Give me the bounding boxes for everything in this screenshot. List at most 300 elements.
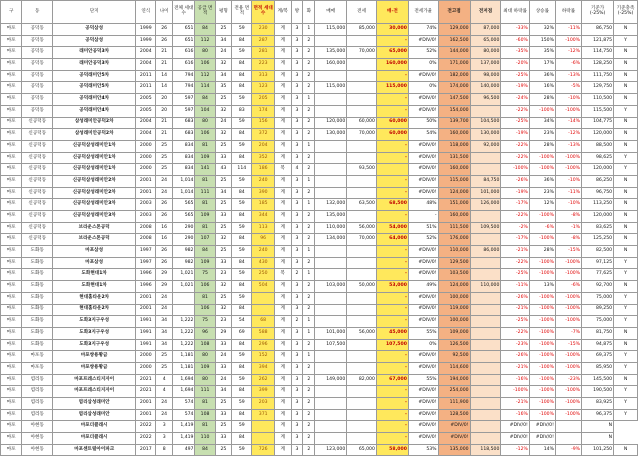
cell-gu[interactable]: 마포: [1, 433, 22, 445]
cell-structure[interactable]: 계: [274, 175, 291, 187]
cell-households[interactable]: 683: [172, 129, 195, 141]
cell-high[interactable]: 100,000: [438, 292, 470, 304]
cell-gap[interactable]: [376, 164, 408, 176]
cell-max-drop[interactable]: -22%: [501, 327, 529, 339]
cell-drop[interactable]: -12%: [555, 129, 581, 141]
cell-gu[interactable]: 마포: [1, 117, 22, 129]
cell-year[interactable]: 2001: [136, 304, 156, 316]
cell-gap[interactable]: -: [376, 304, 408, 316]
cell-dong[interactable]: 공덕동: [22, 24, 53, 36]
cell-dong[interactable]: 아현동: [22, 421, 53, 433]
cell-area-households[interactable]: 240: [252, 246, 275, 258]
cell-supply[interactable]: 81: [195, 140, 215, 152]
cell-structure[interactable]: 계: [274, 433, 291, 445]
cell-high[interactable]: 128,500: [438, 409, 470, 421]
cell-area-households[interactable]: 262: [252, 374, 275, 386]
cell-gap[interactable]: -: [376, 386, 408, 398]
cell-jeonse-ratio[interactable]: #DIV/0!: [408, 316, 438, 328]
cell-dong[interactable]: 도화동: [22, 316, 53, 328]
cell-gap[interactable]: -: [376, 316, 408, 328]
cell-sale[interactable]: [315, 316, 347, 328]
cell-dong[interactable]: 염리동: [22, 398, 53, 410]
cell-high[interactable]: 126,500: [438, 339, 470, 351]
cell-danji[interactable]: 신공덕삼성래미안1차: [53, 152, 136, 164]
cell-base[interactable]: 190,500: [582, 386, 614, 398]
col-header-dong[interactable]: 동: [22, 1, 53, 24]
cell-baths[interactable]: 1: [303, 327, 315, 339]
cell-structure[interactable]: 계: [274, 257, 291, 269]
cell-jeonse[interactable]: 63,500: [347, 199, 377, 211]
cell-drop[interactable]: -100%: [555, 152, 581, 164]
cell-base[interactable]: 98,625: [582, 152, 614, 164]
cell-gap[interactable]: 65,000: [376, 47, 408, 59]
cell-jeonse[interactable]: [347, 175, 377, 187]
cell-year[interactable]: 1999: [136, 24, 156, 36]
cell-area-households[interactable]: 394: [252, 362, 275, 374]
cell-gap[interactable]: -: [376, 140, 408, 152]
cell-supply[interactable]: 84: [195, 94, 215, 106]
cell-max-drop[interactable]: -17%: [501, 199, 529, 211]
cell-high[interactable]: 129,000: [438, 24, 470, 36]
cell-households[interactable]: 1,419: [172, 433, 195, 445]
cell-jeonse[interactable]: [347, 433, 377, 445]
cell-baths[interactable]: 2: [303, 304, 315, 316]
cell-low[interactable]: 140,000: [470, 82, 501, 94]
cell-pyeong[interactable]: 23: [215, 269, 232, 281]
cell-jeonse-ratio[interactable]: #DIV/0!: [408, 105, 438, 117]
cell-rooms[interactable]: 3: [291, 374, 303, 386]
cell-high[interactable]: 109,000: [438, 327, 470, 339]
cell-gap[interactable]: -: [376, 152, 408, 164]
cell-households[interactable]: 1,021: [172, 269, 195, 281]
cell-supply[interactable]: 104: [195, 105, 215, 117]
cell-households[interactable]: 1,419: [172, 421, 195, 433]
cell-dong[interactable]: 도화동: [22, 327, 53, 339]
cell-age[interactable]: 25: [156, 362, 173, 374]
cell-base[interactable]: 88,500: [582, 140, 614, 152]
cell-max-drop[interactable]: -25%: [501, 316, 529, 328]
cell-drop[interactable]: -8%: [555, 234, 581, 246]
cell-households[interactable]: 565: [172, 199, 195, 211]
cell-baths[interactable]: 2: [303, 211, 315, 223]
cell-base-met[interactable]: N: [614, 281, 638, 293]
cell-max-drop[interactable]: -19%: [501, 187, 529, 199]
cell-dong[interactable]: 신공덕동: [22, 187, 53, 199]
cell-baths[interactable]: 1: [303, 24, 315, 36]
cell-max-drop[interactable]: -21%: [501, 246, 529, 258]
cell-year[interactable]: 2004: [136, 129, 156, 141]
cell-structure[interactable]: 계: [274, 304, 291, 316]
cell-exclusive[interactable]: 84: [232, 433, 252, 445]
cell-base-met[interactable]: N: [614, 339, 638, 351]
cell-supply[interactable]: 84: [195, 24, 215, 36]
cell-gu[interactable]: 마포: [1, 70, 22, 82]
cell-danji[interactable]: 공덕래미안4차: [53, 94, 136, 106]
cell-year[interactable]: 1991: [136, 327, 156, 339]
cell-rooms[interactable]: 3: [291, 94, 303, 106]
cell-supply[interactable]: 109: [195, 257, 215, 269]
cell-gap[interactable]: 68,500: [376, 199, 408, 211]
cell-age[interactable]: 4: [156, 374, 173, 386]
cell-households[interactable]: 1,014: [172, 175, 195, 187]
cell-drop[interactable]: -5%: [555, 82, 581, 94]
cell-year[interactable]: 2000: [136, 351, 156, 363]
cell-rooms[interactable]: 3: [291, 433, 303, 445]
cell-sale[interactable]: [315, 70, 347, 82]
cell-rise[interactable]: -100%: [529, 316, 555, 328]
cell-exclusive[interactable]: 84: [232, 234, 252, 246]
cell-rise[interactable]: 23%: [529, 187, 555, 199]
cell-danji[interactable]: 현대홈타운2차: [53, 292, 136, 304]
cell-structure[interactable]: 계: [274, 316, 291, 328]
cell-structure[interactable]: 계: [274, 187, 291, 199]
cell-base-met[interactable]: N: [614, 187, 638, 199]
cell-sale[interactable]: [315, 94, 347, 106]
cell-age[interactable]: 4: [156, 386, 173, 398]
cell-jeonse[interactable]: 85,000: [347, 24, 377, 36]
cell-base[interactable]: 89,250: [582, 304, 614, 316]
cell-rise[interactable]: -100%: [529, 386, 555, 398]
cell-exclusive[interactable]: 84: [232, 257, 252, 269]
cell-year[interactable]: 2011: [136, 70, 156, 82]
cell-gu[interactable]: 마포: [1, 316, 22, 328]
cell-rooms[interactable]: 3: [291, 281, 303, 293]
cell-gu[interactable]: 마포: [1, 386, 22, 398]
cell-rooms[interactable]: 3: [291, 409, 303, 421]
cell-rise[interactable]: 12%: [529, 199, 555, 211]
cell-sale[interactable]: 149,000: [315, 374, 347, 386]
cell-base-met[interactable]: Y: [614, 292, 638, 304]
cell-base[interactable]: 145,500: [582, 374, 614, 386]
cell-rise[interactable]: -100%: [529, 327, 555, 339]
cell-pyeong[interactable]: 29: [215, 327, 232, 339]
cell-rise[interactable]: -100%: [529, 269, 555, 281]
cell-pyeong[interactable]: 25: [215, 175, 232, 187]
cell-area-households[interactable]: 113: [252, 222, 275, 234]
cell-supply[interactable]: 84: [195, 246, 215, 258]
cell-supply[interactable]: 80: [195, 374, 215, 386]
cell-structure[interactable]: 계: [274, 281, 291, 293]
cell-households[interactable]: 597: [172, 94, 195, 106]
col-header-exclusive[interactable]: 전용 면적: [232, 1, 252, 24]
cell-rise[interactable]: -100%: [529, 152, 555, 164]
cell-base-met[interactable]: Y: [614, 105, 638, 117]
cell-high[interactable]: 176,000: [438, 234, 470, 246]
cell-jeonse-ratio[interactable]: -: [408, 211, 438, 223]
cell-exclusive[interactable]: 59: [232, 47, 252, 59]
cell-high[interactable]: 124,000: [438, 187, 470, 199]
cell-high[interactable]: 171,000: [438, 59, 470, 71]
cell-base[interactable]: 85,950: [582, 362, 614, 374]
cell-households[interactable]: 834: [172, 152, 195, 164]
cell-baths[interactable]: 1: [303, 199, 315, 211]
cell-base[interactable]: 97,125: [582, 257, 614, 269]
cell-rooms[interactable]: 3: [291, 351, 303, 363]
cell-households[interactable]: 794: [172, 70, 195, 82]
cell-baths[interactable]: 2: [303, 164, 315, 176]
cell-rise[interactable]: -100%: [529, 374, 555, 386]
cell-supply[interactable]: 109: [195, 362, 215, 374]
cell-base-met[interactable]: Y: [614, 164, 638, 176]
cell-high[interactable]: 160,000: [438, 129, 470, 141]
cell-gap[interactable]: 160,000: [376, 59, 408, 71]
cell-households[interactable]: 616: [172, 59, 195, 71]
cell-structure[interactable]: 계: [274, 70, 291, 82]
cell-sale[interactable]: 135,000: [315, 47, 347, 59]
cell-max-drop[interactable]: -22%: [501, 257, 529, 269]
cell-households[interactable]: 597: [172, 105, 195, 117]
cell-baths[interactable]: 1: [303, 246, 315, 258]
cell-age[interactable]: 21: [156, 47, 173, 59]
cell-age[interactable]: 25: [156, 164, 173, 176]
cell-dong[interactable]: 신공덕동: [22, 199, 53, 211]
cell-rise[interactable]: 14%: [529, 444, 555, 456]
cell-gap[interactable]: -: [376, 409, 408, 421]
cell-rise[interactable]: #DIV/0!: [529, 421, 555, 433]
cell-rooms[interactable]: 3: [291, 398, 303, 410]
cell-dong[interactable]: 신공덕동: [22, 234, 53, 246]
cell-max-drop[interactable]: -22%: [501, 105, 529, 117]
cell-jeonse[interactable]: 82,000: [347, 374, 377, 386]
cell-jeonse[interactable]: [347, 292, 377, 304]
cell-rooms[interactable]: 3: [291, 47, 303, 59]
cell-base[interactable]: 120,000: [582, 129, 614, 141]
cell-rooms[interactable]: 3: [291, 362, 303, 374]
cell-rooms[interactable]: 3: [291, 246, 303, 258]
cell-baths[interactable]: 2: [303, 187, 315, 199]
cell-base-met[interactable]: N: [614, 94, 638, 106]
cell-dong[interactable]: 아현동: [22, 444, 53, 456]
cell-age[interactable]: 26: [156, 199, 173, 211]
cell-baths[interactable]: 2: [303, 386, 315, 398]
cell-base[interactable]: 86,250: [582, 175, 614, 187]
cell-drop[interactable]: -6%: [555, 59, 581, 71]
cell-high[interactable]: 162,500: [438, 35, 470, 47]
cell-year[interactable]: 1997: [136, 257, 156, 269]
cell-high[interactable]: 111,900: [438, 398, 470, 410]
cell-supply[interactable]: 81: [195, 222, 215, 234]
cell-supply[interactable]: 96: [195, 327, 215, 339]
cell-year[interactable]: 2001: [136, 175, 156, 187]
cell-drop[interactable]: -100%: [555, 351, 581, 363]
cell-gap[interactable]: 54,000: [376, 222, 408, 234]
cell-supply[interactable]: 111: [195, 386, 215, 398]
cell-rooms[interactable]: 2: [291, 316, 303, 328]
cell-drop[interactable]: -23%: [555, 374, 581, 386]
cell-structure[interactable]: 계: [274, 129, 291, 141]
cell-danji[interactable]: 마포삼성: [53, 257, 136, 269]
cell-exclusive[interactable]: 84: [232, 59, 252, 71]
cell-base-met[interactable]: Y: [614, 398, 638, 410]
cell-danji[interactable]: 마포더클래시: [53, 433, 136, 445]
cell-base-met[interactable]: N: [614, 374, 638, 386]
cell-exclusive[interactable]: 69: [232, 327, 252, 339]
cell-sale[interactable]: [315, 140, 347, 152]
cell-jeonse-ratio[interactable]: 54%: [408, 129, 438, 141]
cell-rooms[interactable]: 3: [291, 339, 303, 351]
cell-danji[interactable]: 도화3지구우성: [53, 339, 136, 351]
cell-exclusive[interactable]: 83: [232, 105, 252, 117]
cell-year[interactable]: 2004: [136, 117, 156, 129]
cell-jeonse-ratio[interactable]: #DIV/0!: [408, 140, 438, 152]
col-header-supply[interactable]: 공급 면적: [195, 1, 215, 24]
cell-jeonse[interactable]: [347, 339, 377, 351]
cell-base[interactable]: N: [582, 433, 614, 445]
cell-jeonse[interactable]: [347, 94, 377, 106]
cell-supply[interactable]: 80: [195, 47, 215, 59]
cell-age[interactable]: 20: [156, 94, 173, 106]
cell-pyeong[interactable]: 34: [215, 70, 232, 82]
cell-danji[interactable]: 마포쌍용황금: [53, 362, 136, 374]
cell-age[interactable]: 21: [156, 129, 173, 141]
cell-danji[interactable]: 도화3지구우성: [53, 316, 136, 328]
cell-gu[interactable]: 마포: [1, 152, 22, 164]
cell-danji[interactable]: 마포센트럴아이파크: [53, 444, 136, 456]
cell-base[interactable]: 92,700: [582, 281, 614, 293]
cell-jeonse-ratio[interactable]: #DIV/0!: [408, 386, 438, 398]
col-header-low[interactable]: 전저점: [470, 1, 501, 24]
cell-high[interactable]: 182,000: [438, 70, 470, 82]
cell-gap[interactable]: -: [376, 421, 408, 433]
cell-gu[interactable]: 마포: [1, 35, 22, 47]
cell-structure[interactable]: 계: [274, 246, 291, 258]
cell-baths[interactable]: 2: [303, 35, 315, 47]
cell-gap[interactable]: -: [376, 105, 408, 117]
cell-exclusive[interactable]: 84: [232, 386, 252, 398]
cell-year[interactable]: 2004: [136, 47, 156, 59]
cell-drop[interactable]: -13%: [555, 70, 581, 82]
cell-rise[interactable]: 35%: [529, 47, 555, 59]
cell-households[interactable]: 565: [172, 211, 195, 223]
cell-structure[interactable]: 계: [274, 409, 291, 421]
cell-households[interactable]: 982: [172, 246, 195, 258]
cell-area-households[interactable]: [252, 304, 275, 316]
cell-low[interactable]: [470, 316, 501, 328]
cell-households[interactable]: 1,694: [172, 374, 195, 386]
cell-age[interactable]: 24: [156, 175, 173, 187]
cell-rise[interactable]: -100%: [529, 257, 555, 269]
cell-rooms[interactable]: 3: [291, 70, 303, 82]
cell-base-met[interactable]: Y: [614, 152, 638, 164]
cell-jeonse-ratio[interactable]: #DIV/0!: [408, 164, 438, 176]
cell-base[interactable]: 96,750: [582, 187, 614, 199]
cell-pyeong[interactable]: 32: [215, 59, 232, 71]
cell-low[interactable]: [470, 409, 501, 421]
cell-exclusive[interactable]: 84: [232, 35, 252, 47]
cell-sale[interactable]: 134,000: [315, 234, 347, 246]
cell-baths[interactable]: 2: [303, 105, 315, 117]
cell-area-households[interactable]: 399: [252, 386, 275, 398]
cell-rise[interactable]: -6%: [529, 222, 555, 234]
cell-gu[interactable]: 마포: [1, 82, 22, 94]
cell-low[interactable]: 98,000: [470, 70, 501, 82]
cell-base[interactable]: 125,250: [582, 234, 614, 246]
cell-age[interactable]: 8: [156, 444, 173, 456]
cell-max-drop[interactable]: -25%: [501, 269, 529, 281]
cell-area-households[interactable]: 250: [252, 269, 275, 281]
cell-pyeong[interactable]: 33: [215, 152, 232, 164]
cell-sale[interactable]: [315, 409, 347, 421]
cell-area-households[interactable]: 588: [252, 327, 275, 339]
cell-base-met[interactable]: N: [614, 140, 638, 152]
cell-base-met[interactable]: N: [614, 117, 638, 129]
col-header-base-met[interactable]: 기준충족 (-25%): [614, 1, 638, 24]
cell-base-met[interactable]: N: [614, 246, 638, 258]
cell-baths[interactable]: 1: [303, 94, 315, 106]
cell-age[interactable]: 26: [156, 35, 173, 47]
cell-high[interactable]: 100,000: [438, 316, 470, 328]
cell-rooms[interactable]: 3: [291, 234, 303, 246]
cell-high[interactable]: 254,000: [438, 386, 470, 398]
cell-jeonse[interactable]: 65,000: [347, 444, 377, 456]
col-header-gap[interactable]: 매-전: [376, 1, 408, 24]
col-header-age[interactable]: 나이: [156, 1, 173, 24]
cell-area-households[interactable]: 296: [252, 339, 275, 351]
cell-drop[interactable]: -100%: [555, 304, 581, 316]
cell-exclusive[interactable]: 59: [232, 24, 252, 36]
cell-sale[interactable]: 101,000: [315, 327, 347, 339]
cell-base[interactable]: 86,750: [582, 24, 614, 36]
cell-gap[interactable]: -: [376, 187, 408, 199]
cell-base[interactable]: 82,500: [582, 246, 614, 258]
cell-jeonse[interactable]: [347, 362, 377, 374]
cell-jeonse-ratio[interactable]: #DIV/0!: [408, 351, 438, 363]
cell-sale[interactable]: 110,000: [315, 222, 347, 234]
cell-max-drop[interactable]: -26%: [501, 351, 529, 363]
cell-households[interactable]: 290: [172, 222, 195, 234]
cell-pyeong[interactable]: 32: [215, 105, 232, 117]
cell-jeonse[interactable]: [347, 398, 377, 410]
cell-baths[interactable]: 2: [303, 398, 315, 410]
cell-supply[interactable]: 81: [195, 292, 215, 304]
cell-sale[interactable]: [315, 164, 347, 176]
cell-dong[interactable]: 염리동: [22, 386, 53, 398]
cell-max-drop[interactable]: -22%: [501, 211, 529, 223]
cell-sale[interactable]: [315, 175, 347, 187]
cell-sale[interactable]: 107,500: [315, 339, 347, 351]
cell-area-households[interactable]: 287: [252, 35, 275, 47]
cell-max-drop[interactable]: #DIV/0!: [501, 433, 529, 445]
cell-structure[interactable]: 계: [274, 351, 291, 363]
cell-year[interactable]: 2022: [136, 433, 156, 445]
cell-supply[interactable]: 106: [195, 304, 215, 316]
cell-high[interactable]: 115,000: [438, 175, 470, 187]
cell-drop[interactable]: -10%: [555, 175, 581, 187]
cell-age[interactable]: 25: [156, 351, 173, 363]
cell-baths[interactable]: 2: [303, 409, 315, 421]
cell-max-drop[interactable]: -11%: [501, 281, 529, 293]
cell-low[interactable]: [470, 105, 501, 117]
cell-year[interactable]: 2000: [136, 152, 156, 164]
cell-base-met[interactable]: N: [614, 24, 638, 36]
cell-age[interactable]: 20: [156, 105, 173, 117]
cell-base-met[interactable]: Y: [614, 362, 638, 374]
cell-jeonse-ratio[interactable]: 0%: [408, 82, 438, 94]
cell-drop[interactable]: -11%: [555, 187, 581, 199]
cell-max-drop[interactable]: -33%: [501, 24, 529, 36]
cell-area-households[interactable]: [252, 292, 275, 304]
cell-gap[interactable]: -: [376, 433, 408, 445]
cell-households[interactable]: 1,222: [172, 327, 195, 339]
cell-age[interactable]: 24: [156, 398, 173, 410]
cell-high[interactable]: 139,700: [438, 117, 470, 129]
cell-low[interactable]: 86,000: [470, 246, 501, 258]
cell-base-met[interactable]: N: [614, 47, 638, 59]
cell-area-households[interactable]: 174: [252, 105, 275, 117]
cell-gap[interactable]: -: [376, 292, 408, 304]
cell-danji[interactable]: 도화현대1차: [53, 281, 136, 293]
cell-rooms[interactable]: 3: [291, 59, 303, 71]
